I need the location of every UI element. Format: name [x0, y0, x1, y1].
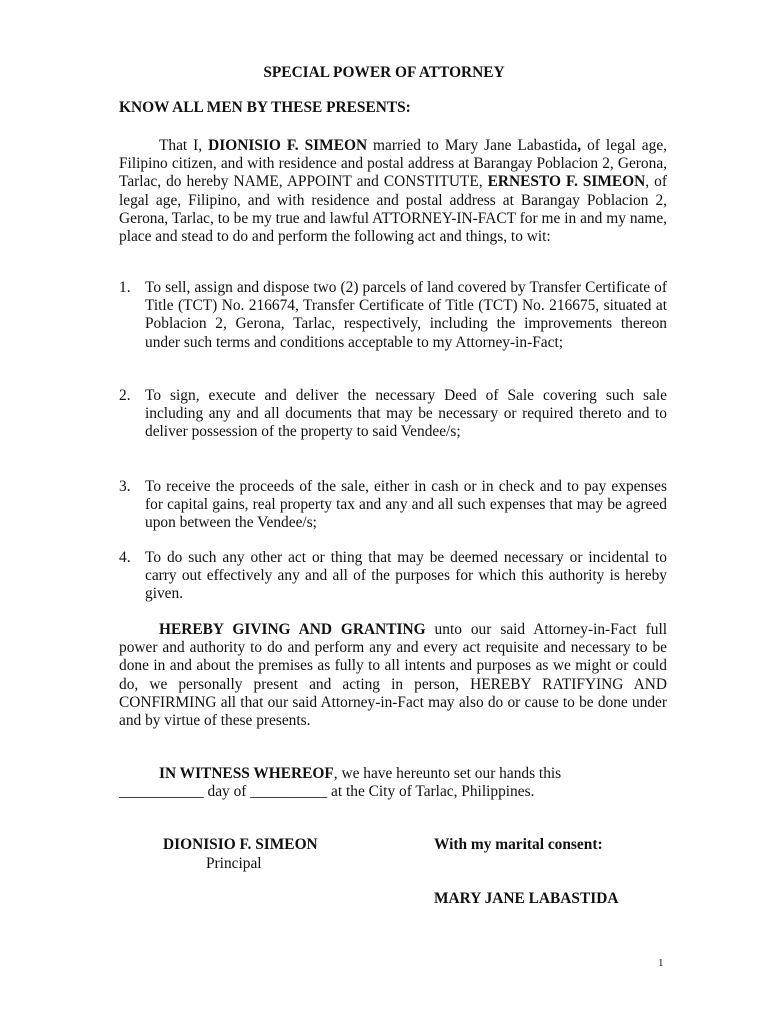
document-title: SPECIAL POWER OF ATTORNEY [263, 64, 505, 81]
witness-paragraph [119, 765, 667, 801]
marital-consent-label: With my marital consent: [434, 836, 603, 853]
granting-lead: HEREBY GIVING AND GRANTING [159, 621, 426, 638]
granting-paragraph [119, 621, 667, 730]
list-item-number: 2. [119, 387, 131, 404]
list-item-number: 4. [119, 549, 131, 566]
principal-signature-name: DIONISIO F. SIMEON [163, 836, 318, 853]
list-item [119, 478, 667, 533]
list-item-text: To do such any other act or thing that may be deemed necessary or incidental to carry out effectively any and all of the purposes for which this authority is hereby given. [145, 549, 667, 603]
list-item-number: 1. [119, 279, 131, 296]
spouse-signature-name: MARY JANE LABASTIDA [434, 890, 619, 907]
para1-lead: That I, [159, 137, 209, 154]
list-item [119, 549, 667, 604]
witness-lead: IN WITNESS WHEREOF [159, 765, 334, 782]
page-number: 1 [658, 957, 664, 969]
list-item-number: 3. [119, 478, 131, 495]
para1-married: married to Mary Jane Labastida [367, 137, 578, 154]
attorney-name-inline: ERNESTO F. SIMEON [487, 173, 646, 191]
list-item-text: To receive the proceeds of the sale, either in cash or in check and to pay expenses for capital gains, real property tax and any and all such expenses that may be agreed upon between the Vendee/s; [145, 478, 667, 532]
witness-date-line: ___________ day of __________ at the City of Tarlac, Philippines. [119, 783, 535, 801]
para1-comma: , [577, 137, 582, 154]
intro-heading: KNOW ALL MEN BY THESE PRESENTS: [119, 99, 411, 116]
appointment-paragraph [119, 137, 667, 246]
para1-text2: , of legal age, Filipino, and with residence and postal address at Barangay Poblacion 2, Gerona, Tarlac, to be my true and lawful ATTORNEY-IN-FACT for me in and my name, place and stead to do and perform the following act and things, to wit: [119, 173, 667, 246]
principal-role: Principal [206, 855, 262, 872]
granting-text: unto our said Attorney-in-Fact full power and authority to do and perform any and every act requisite and necessary to be done in and about the premises as fully to all intents and purposes as we might or could do, we personally present and acting in person, HEREBY RATIFYING AND CONFIRMING all that our said Attorney-in-Fact may also do or cause to be done under and by virtue of these presents. [119, 621, 667, 730]
list-item-text: To sign, execute and deliver the necessary Deed of Sale covering such sale including any and all documents that may be necessary or required thereto and to deliver possession of the property to said Vendee/s; [145, 387, 667, 441]
para1-text1: of legal age, Filipino citizen, and with residence and postal address at Barangay Poblacion 2, Gerona, Tarlac, do hereby NAME, APPOINT and CONSTITUTE, [119, 137, 668, 191]
list-item [119, 387, 667, 442]
list-item-text: To sell, assign and dispose two (2) parcels of land covered by Transfer Certificate of Title (TCT) No. 216674, Transfer Certificate of Title (TCT) No. 216675, situated at Poblacion 2, Gerona, Tarlac, respectively, including the improvements thereon under such terms and conditions acceptable to my Attorney-in-Fact; [145, 279, 667, 351]
list-item [119, 279, 667, 352]
witness-text: , we have hereunto set our hands this [333, 765, 562, 782]
principal-name-inline: DIONISIO F. SIMEON [208, 137, 368, 154]
